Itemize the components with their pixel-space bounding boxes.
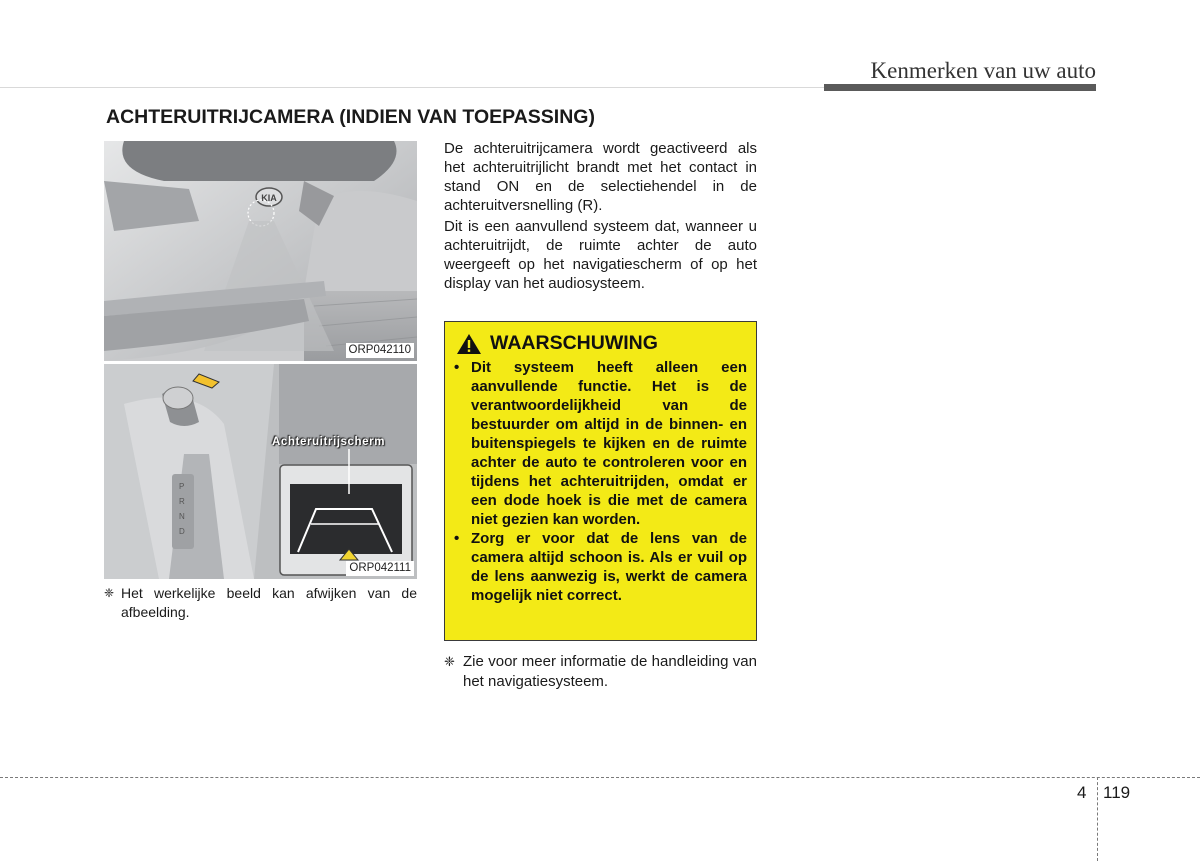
note-mark: ❈ [104,586,115,600]
gear-shifter-illustration [104,364,417,579]
shifter-drawing [104,364,417,579]
figure-code: ORP042110 [346,343,414,358]
warning-item [454,358,747,529]
figure-code: ORP042111 [346,561,414,576]
screen-label: Achteruitrijscherm [272,436,386,448]
bullet: • [454,359,460,376]
header-rule [0,87,824,88]
footer-rule [0,777,1200,778]
warning-item-text: Dit systeem heeft alleen een aanvullende functie. Het is de verantwoordelijkheid van de bestuurder om altijd in de binnen- en buitenspiegels te kijken en de ruimte achter de auto te controleren voor en tijdens het achteruitrijden, omdat er een dode hoek is die met de camera niet gezien kan worden. [471,359,747,528]
svg-text:D: D [179,527,185,536]
page-number: 119 [1103,783,1131,802]
warning-title: WAARSCHUWING [490,332,658,354]
svg-text:KIA: KIA [261,193,277,203]
header-bar [824,84,1096,91]
note-mark: ❈ [444,654,455,669]
section-title: Kenmerken van uw auto [870,58,1096,83]
warning-item-text: Zorg er voor dat de lens van de camera altijd schoon is. Als er vuil op de lens aanwezig is, werkt de camera mogelijk niet correct. [471,530,747,604]
rear-camera-illustration [104,141,417,361]
body-paragraph: Dit is een aanvullend systeem dat, wanneer u achteruitrijdt, de ruimte achter de auto weergeeft op het navigatiescherm of op het display van het audiosysteem. [444,218,757,292]
svg-text:N: N [179,512,185,521]
car-rear-drawing [104,141,417,361]
note-text: Het werkelijke beeld kan afwijken van de afbeelding. [121,585,417,620]
navigation-note [444,652,757,692]
body-paragraph: De achteruitrijcamera wordt geactiveerd als het achteruitrijlicht brandt met het contact in stand ON en de selectiehendel in de achteruitversnelling (R). [444,140,757,214]
note-text: Zie voor meer informatie de handleiding van het navigatiesysteem. [463,653,757,690]
page-heading: ACHTERUITRIJCAMERA (INDIEN VAN TOEPASSING) [106,106,595,128]
svg-text:R: R [179,497,185,506]
svg-text:P: P [179,482,185,491]
footer-divider [1097,777,1098,861]
warning-triangle-icon [456,333,482,355]
bullet: • [454,530,460,547]
warning-box [444,321,757,641]
chapter-number: 4 [1077,783,1087,802]
warning-header [454,332,747,355]
figure-note [104,584,417,622]
warning-item [454,529,747,605]
